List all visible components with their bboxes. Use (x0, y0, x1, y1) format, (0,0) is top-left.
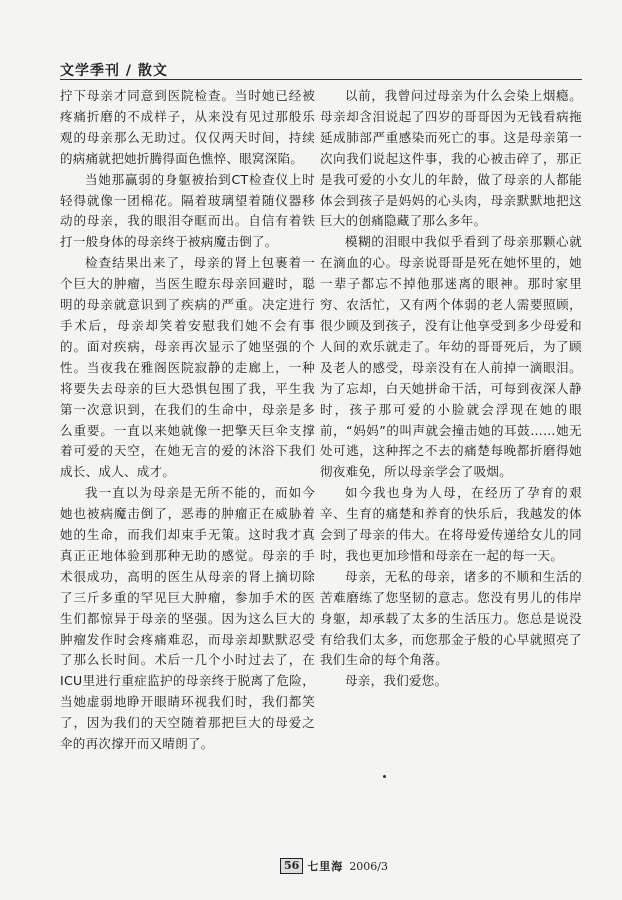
page-number: 56 (280, 858, 303, 874)
paragraph: 如今我也身为人母，在经历了孕育的艰辛、生育的痛楚和养育的快乐后，我越发的体会到了母亲的伟大。在将母爱传递给女儿的同时，我也更加珍惜和母亲在一起的每一天。 (320, 485, 582, 563)
page-header (60, 60, 582, 80)
section-title: 文学季刊 / 散文 (60, 63, 168, 79)
page-footer (280, 856, 388, 876)
left-column (60, 86, 315, 755)
magazine-name: 七里海 (307, 860, 344, 873)
right-column (320, 86, 582, 692)
paragraph: 模糊的泪眼中我似乎看到了母亲那颗心就在滴血的心。母亲说哥哥是死在她怀里的，她一辈子都忘不掉他那迷离的眼神。那时家里穷、农活忙，又有两个体弱的老人需要照顾，很少顾及到孩子，没有让他享受到多少母爱和人间的欢乐就走了。年幼的哥哥死后，为了顾及老人的感受，母亲没有在人前掉一滴眼泪。为了忘却，白天她拼命干活，可每到夜深人静时，孩子那可爱的小脸就会浮现在她的眼前，“妈妈”的叫声就会撞击她的耳鼓……她无处可逃，这种挥之不去的痛楚每晚都折磨得她彻夜难免，所以母亲学会了吸烟。 (320, 234, 582, 480)
paragraph: 我一直以为母亲是无所不能的，而如今她也被病魔击倒了，恶毒的肿瘤正在威胁着她的生命，而我们却束手无策。这时我才真真正正地体验到那种无助的感觉。母亲的手术很成功，高明的医生从母亲的肾上摘切除了三斤多重的罕见巨大肿瘤，参加手术的医生们都惊异于母亲的坚强。因为这么巨大的肿瘤发作时会疼痛难忍，而母亲却默默忍受了那么长时间。术后一几个小时过去了，在ICU里进行重症监护的母亲终于脱离了危险，当她虚弱地睁开眼睛环视我们时，我们都笑了，因为我们的天空随着那把巨大的母爱之伞的再次撑开而又晴朗了。 (60, 485, 315, 752)
paragraph: 以前，我曾问过母亲为什么会染上烟瘾。母亲却含泪说起了四岁的哥哥因为无钱看病拖延成肺部严重感染而死亡的事。这是母亲第一次向我们说起这件事，我的心被击碎了，那正是我可爱的小女儿的年龄，做了母亲的人都能体会到孩子是妈妈的心头肉，母亲默默地把这巨大的创痛隐藏了那么多年。 (320, 88, 582, 229)
paragraph: 母亲，无私的母亲，诸多的不顺和生活的苦难磨练了您坚韧的意志。您没有男儿的伟岸身躯，却承载了太多的生活压力。您总是说没有给我们太多，而您那金子般的心早就照亮了我们生命的每个角落。 (320, 568, 582, 668)
paragraph: 母亲，我们爱您。 (345, 673, 448, 689)
paragraph: 当她那赢弱的身躯被抬到CT检查仪上时轻得就像一团棉花。隔着玻璃望着随仪器移动的母亲，我的眼泪夺眶而出。自信有着铁打一般身体的母亲终于被病魔击倒了。 (60, 171, 315, 250)
paragraph: 拧下母亲才同意到医院检查。当时她已经被疼痛折磨的不成样子，从来没有见过那般乐观的母亲那么无助过。仅仅两天时间，持续的病痛就把她折腾得面色憔悴、眼窝深陷。 (60, 88, 315, 166)
issue-number: 2006/3 (349, 859, 389, 873)
ornament-dot (383, 775, 386, 778)
paragraph: 检查结果出来了，母亲的肾上包裹着一个巨大的肿瘤，当医生瞪东母亲回避时，聪明的母亲就意识到了疾病的严重。决定进行手术后，母亲却笑着安慰我们她不会有事的。面对疾病，母亲再次显示了她坚强的个性。当夜我在雅阁医院寂静的走廊上，一种将要失去母亲的巨大恐惧包围了我，平生我第一次意识到，在我们的生命中，母亲是多么重要。一直以来她就像一把擎天巨伞支撑着可爱的天空，在她无言的爱的沐浴下我们成长、成人、成才。 (60, 255, 315, 480)
header-rule (60, 79, 582, 80)
